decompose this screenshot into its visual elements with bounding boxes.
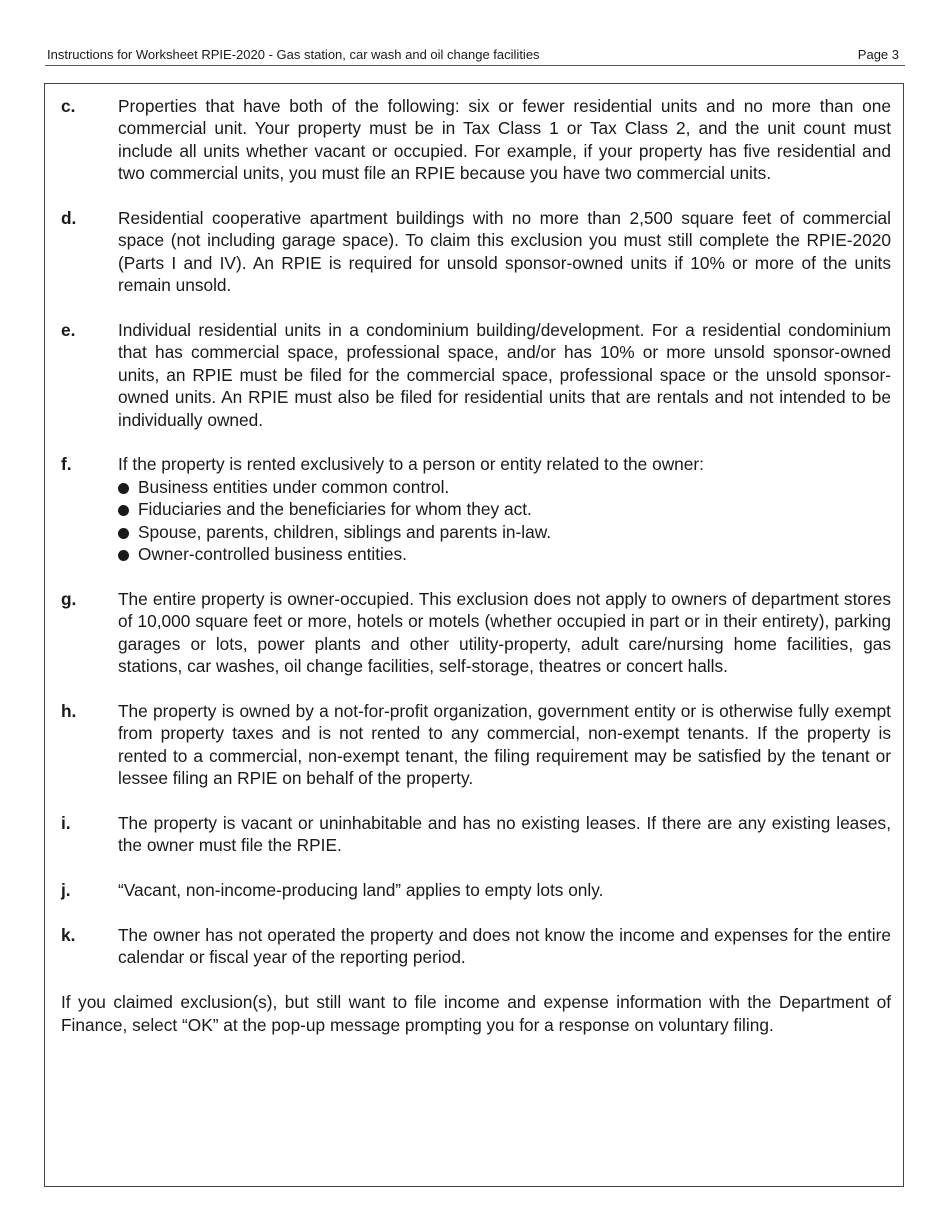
- item-letter: i.: [61, 812, 71, 833]
- exclusion-list: [61, 95, 891, 1053]
- list-item: [118, 498, 891, 520]
- exclusion-item-c: [61, 95, 891, 185]
- item-text: The property is vacant or uninhabitable and has no existing leases. If there are any existing leases, the owner must file the RPIE.: [118, 812, 891, 856]
- item-letter: d.: [61, 208, 77, 229]
- exclusion-item-i: [61, 812, 891, 857]
- page-header: [45, 45, 905, 66]
- bullet-icon: [118, 528, 129, 539]
- page-number: Page 3: [857, 47, 899, 62]
- item-text: The entire property is owner-occupied. This exclusion does not apply to owners of department stores of 10,000 square feet or more, hotels or motels (whether occupied in part or in their entirety), parking garages or lots, power plants and other utility-property, adult care/nursing home facilities, gas stations, car washes, oil change facilities, self-storage, theatres or concert halls.: [118, 588, 891, 677]
- item-text: “Vacant, non-income-producing land” applies to empty lots only.: [118, 880, 604, 901]
- bullet-icon: [118, 550, 129, 561]
- exclusion-item-g: [61, 588, 891, 678]
- item-text: The property is owned by a not-for-profit organization, government entity or is otherwise fully exempt from property taxes and is not rented to any commercial, non-exempt tenants. If the property is rented to a commercial, non-exempt tenant, the filing requirement may be satisfied by the tenant or lessee filing an RPIE on behalf of the property.: [118, 700, 891, 789]
- list-item-text: Spouse, parents, children, siblings and parents in-law.: [138, 521, 552, 542]
- voluntary-filing-note: If you claimed exclusion(s), but still want to file income and expense information with the Department of Finance, select “OK” at the pop-up message prompting you for a response on voluntary filing.: [61, 992, 891, 1035]
- bullet-icon: [118, 483, 129, 494]
- exclusions-box: [44, 83, 904, 1187]
- item-text: The owner has not operated the property and does not know the income and expenses for the entire calendar or fiscal year of the reporting period.: [118, 924, 891, 968]
- item-letter: k.: [61, 924, 76, 945]
- list-item: [118, 476, 891, 498]
- document-title: Instructions for Worksheet RPIE-2020 - Gas station, car wash and oil change facilities: [47, 47, 540, 62]
- item-letter: e.: [61, 320, 76, 341]
- list-item: [118, 543, 891, 565]
- item-letter: g.: [61, 588, 77, 609]
- related-parties-list: [118, 476, 891, 566]
- exclusion-item-j: [61, 879, 891, 901]
- item-text: Properties that have both of the following: six or fewer residential units and no more than one commercial unit. Your property must be in Tax Class 1 or Tax Class 2, and the unit count must include all units whether vacant or occupied. For example, if your property has five residential and two commercial units, you must file an RPIE because you have two commercial units.: [118, 96, 891, 184]
- list-item-text: Owner-controlled business entities.: [138, 544, 407, 565]
- list-item-text: Fiduciaries and the beneficiaries for whom they act.: [138, 499, 532, 520]
- item-text: If the property is rented exclusively to a person or entity related to the owner:: [118, 454, 704, 475]
- item-text: Residential cooperative apartment buildings with no more than 2,500 square feet of commercial space (not including garage space). To claim this exclusion you must still complete the RPIE-2020 (Parts I and IV). An RPIE is required for unsold sponsor-owned units if 10% or more of the units remain unsold.: [118, 208, 891, 296]
- exclusion-item-f: [61, 453, 891, 565]
- item-letter: f.: [61, 454, 72, 475]
- exclusion-item-d: [61, 207, 891, 297]
- list-item: [118, 521, 891, 543]
- exclusion-item-e: [61, 319, 891, 431]
- item-letter: c.: [61, 96, 76, 116]
- list-item-text: Business entities under common control.: [138, 476, 450, 497]
- item-letter: j.: [61, 880, 71, 901]
- bullet-icon: [118, 505, 129, 516]
- exclusion-item-k: [61, 924, 891, 969]
- item-text: Individual residential units in a condominium building/development. For a residential condominium that has commercial space, professional space, and/or has 10% or more unsold sponsor-owned units, an RPIE must be filed for the commercial space, professional space or the unsold sponsor-owned units. An RPIE must also be filed for residential units that are rentals and not intended to be individually owned.: [118, 320, 891, 430]
- item-letter: h.: [61, 700, 77, 721]
- exclusion-item-h: [61, 700, 891, 790]
